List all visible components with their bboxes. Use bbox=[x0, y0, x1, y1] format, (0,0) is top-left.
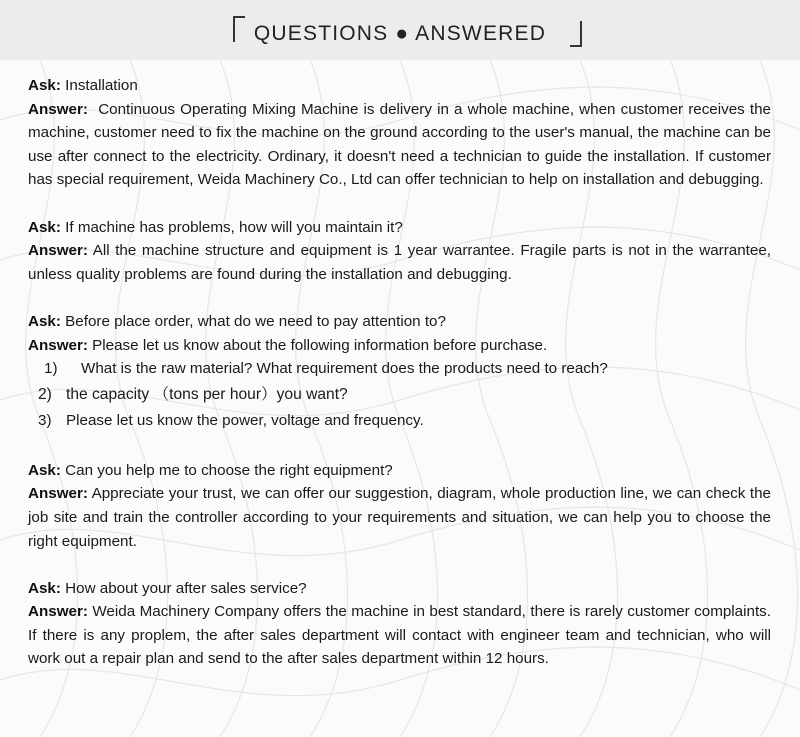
faq-item-after-sales bbox=[28, 577, 771, 671]
answer-label: Answer: bbox=[28, 485, 88, 503]
answer-text: All the machine structure and equipment is 1 year warrantee. Fragile parts is not in the warrantee, unless quality problems are found during the installation and debugging. bbox=[28, 242, 771, 283]
answer-label: Answer: bbox=[28, 336, 88, 354]
question-text: Installation bbox=[65, 77, 138, 94]
faq-content bbox=[28, 74, 771, 695]
answer-text: Continuous Operating Mixing Machine is delivery in a whole machine, when customer receives the machine, customer need to fix the machine on the ground according to the user's manual, the machine can be use after connect to the electricity. Ordinary, it doesn't need a technician to guide the installation. If customer has special requirement, Weida Machinery Co., Ltd can offer technician to help on installation and debugging. bbox=[28, 100, 771, 189]
list-item bbox=[28, 357, 771, 383]
answer-line bbox=[28, 334, 771, 358]
ask-label: Ask: bbox=[28, 312, 61, 330]
list-text: Please let us know the power, voltage and frequency. bbox=[66, 412, 424, 430]
requirements-list bbox=[28, 357, 771, 435]
answer-text: Please let us know about the following information before purchase. bbox=[92, 336, 548, 354]
faq-item-choose-equipment bbox=[28, 459, 771, 553]
question-text: If machine has problems, how will you maintain it? bbox=[65, 218, 403, 236]
list-number: 1) bbox=[44, 360, 58, 378]
question-line bbox=[28, 310, 771, 334]
ask-label: Ask: bbox=[28, 461, 61, 479]
header-banner bbox=[0, 0, 800, 60]
answer-line bbox=[28, 600, 771, 671]
right-bracket-decoration bbox=[570, 21, 582, 47]
list-number: 3) bbox=[38, 412, 52, 430]
answer-label: Answer: bbox=[28, 100, 88, 118]
question-line bbox=[28, 216, 771, 240]
answer-line bbox=[28, 239, 771, 286]
answer-label: Answer: bbox=[28, 242, 88, 260]
question-text: Before place order, what do we need to pay attention to? bbox=[65, 312, 446, 330]
answer-line bbox=[28, 482, 771, 553]
answer-line bbox=[28, 98, 771, 192]
ask-label: Ask: bbox=[28, 579, 61, 597]
list-text: the capacity （tons per hour）you want? bbox=[66, 386, 348, 404]
question-text: Can you help me to choose the right equipment? bbox=[65, 461, 393, 479]
answer-text: Appreciate your trust, we can offer our suggestion, diagram, whole production line, we can check the job site and train the controller according to your requirements and situation, we can help you to choose the right equipment. bbox=[28, 485, 771, 550]
list-item bbox=[28, 409, 771, 435]
faq-item-installation bbox=[28, 74, 771, 192]
answer-text: Weida Machinery Company offers the machine in best standard, there is rarely customer complaints. If there is any proplem, the after sales department will contact with engineer team and technician, who will work out a repair plan and send to the after sales department within 12 hours. bbox=[28, 603, 771, 668]
faq-item-before-order bbox=[28, 310, 771, 435]
answer-label: Answer: bbox=[28, 603, 88, 621]
list-number: 2) bbox=[38, 386, 52, 404]
ask-label: Ask: bbox=[28, 218, 61, 236]
question-line bbox=[28, 577, 771, 601]
question-line bbox=[28, 459, 771, 483]
question-text: How about your after sales service? bbox=[65, 579, 307, 597]
ask-label: Ask: bbox=[28, 77, 61, 94]
list-text: What is the raw material? What requirement does the products need to reach? bbox=[81, 360, 608, 378]
question-line bbox=[28, 74, 771, 98]
page-title: QUESTIONS ● ANSWERED bbox=[253, 22, 547, 45]
list-item bbox=[28, 383, 771, 409]
faq-item-maintenance bbox=[28, 216, 771, 287]
